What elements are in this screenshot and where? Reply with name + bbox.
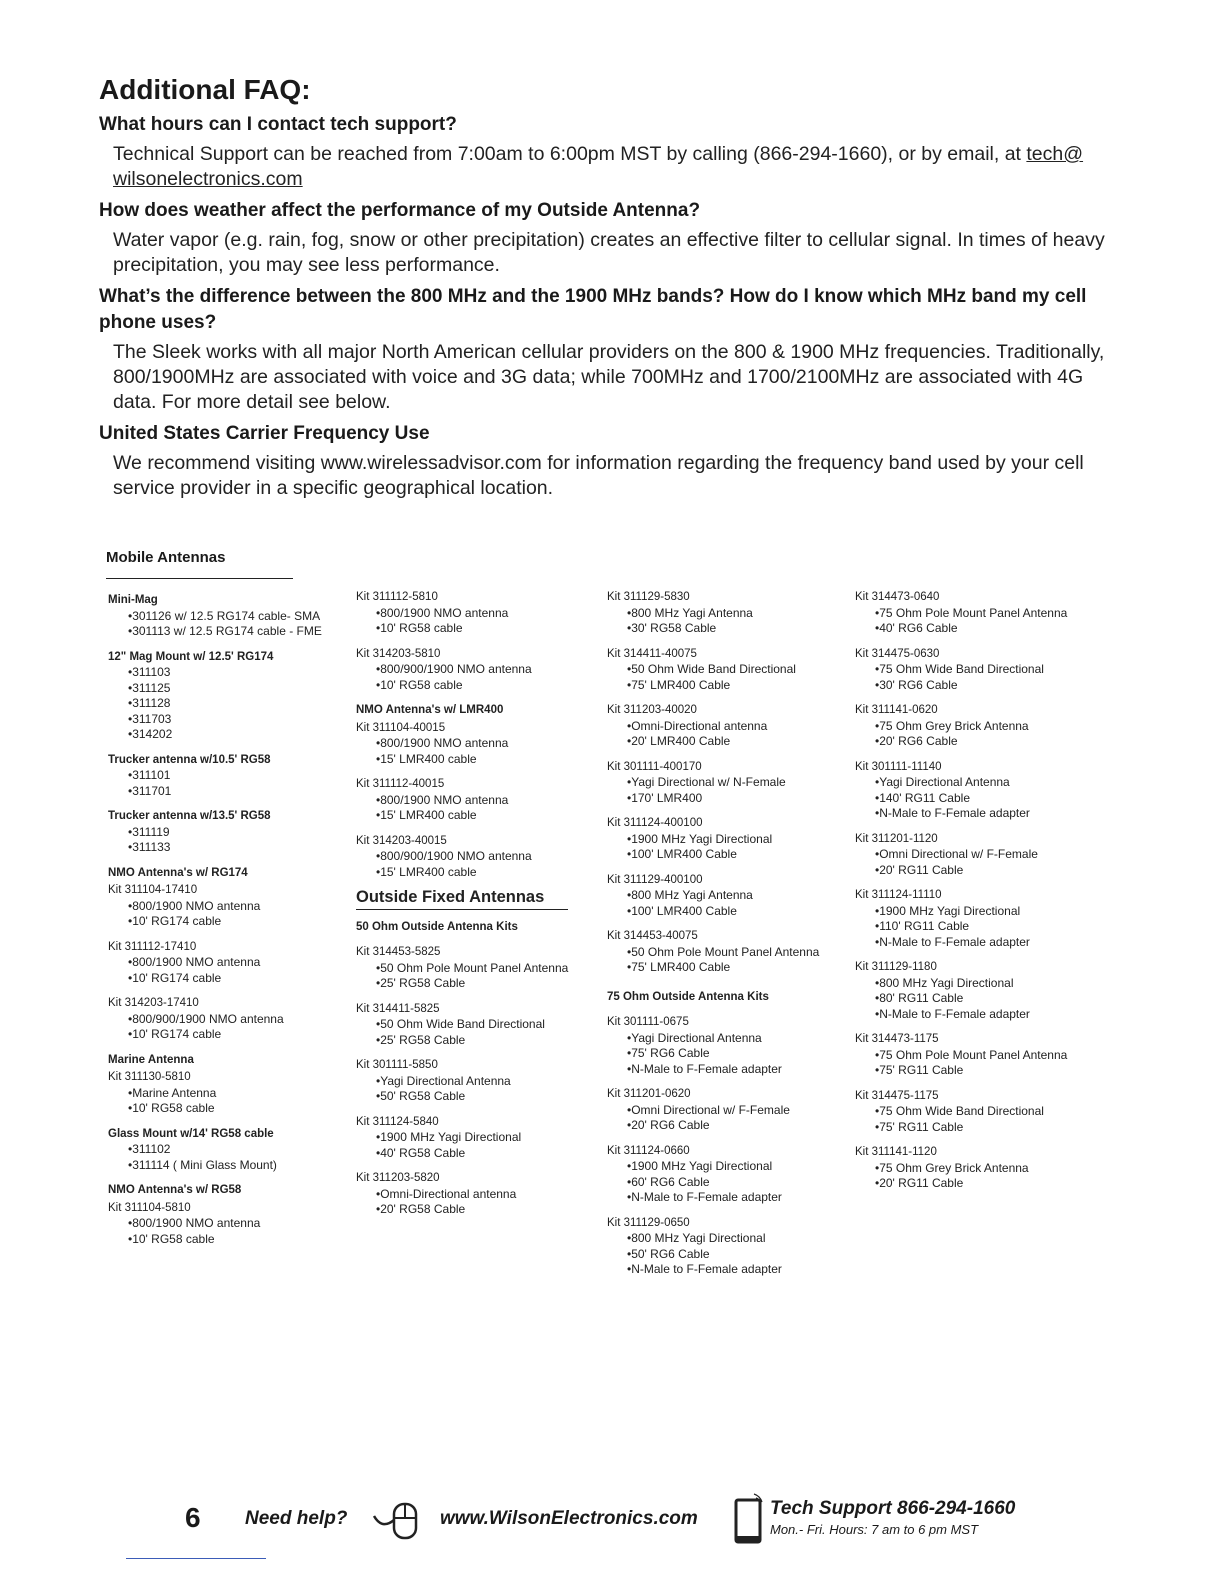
catalog-group	[108, 1070, 333, 1117]
catalog-item-list	[607, 719, 842, 750]
catalog-item: • 311103	[128, 665, 333, 681]
catalog-group-heading: Kit 311112-5810	[356, 591, 438, 603]
catalog-group-heading: Kit 311129-1180	[855, 961, 937, 973]
catalog-item: • 311133	[128, 840, 333, 856]
catalog-group-heading: Kit 311130-5810	[108, 1071, 191, 1083]
catalog-group-heading: Kit 311124-400100	[607, 817, 703, 829]
catalog-item: • 1900 MHz Yagi Directional	[627, 1159, 842, 1175]
catalog-item: • 311703	[128, 712, 333, 728]
catalog-group-heading: Kit 311104-40015	[356, 721, 446, 734]
catalog-group-heading: Kit 311112-17410	[108, 940, 197, 953]
catalog-item: • 75 Ohm Wide Band Directional	[875, 662, 1090, 678]
catalog-item: • 20' LMR400 Cable	[627, 734, 842, 750]
catalog-item: • 80' RG11 Cable	[875, 991, 1090, 1007]
catalog-group	[607, 1015, 842, 1077]
catalog-item: • 50' RG6 Cable	[627, 1247, 842, 1263]
catalog-item: • 800/900/1900 NMO antenna	[376, 849, 586, 865]
catalog-group	[356, 703, 586, 719]
catalog-item-list	[356, 606, 586, 637]
catalog-group-heading: Kit 301111-400170	[607, 760, 702, 773]
catalog-group	[108, 883, 333, 930]
catalog-item: • 311701	[128, 784, 333, 800]
catalog-group-heading: Kit 311124-5840	[356, 1115, 439, 1128]
footer	[0, 1490, 1224, 1550]
catalog-item-list	[108, 609, 333, 640]
catalog-group-heading: Kit 311203-5820	[356, 1172, 440, 1184]
catalog-item-list	[108, 899, 333, 930]
catalog-item: • 800/1900 NMO antenna	[376, 793, 586, 809]
catalog-group-heading: Kit 311104-5810	[108, 1201, 191, 1214]
catalog-item: • 311102	[128, 1142, 333, 1158]
faq-question: What’s the difference between the 800 MHz and the 1900 MHz bands? How do I know which MHz band my cell phone uses?	[99, 286, 1087, 333]
catalog-group-heading: Kit 314203-5810	[356, 647, 441, 660]
catalog-group	[607, 1216, 842, 1278]
catalog-group	[855, 888, 1090, 950]
catalog-group	[356, 647, 586, 694]
catalog-group-heading: Kit 311129-400100	[607, 873, 703, 886]
catalog-group	[108, 940, 333, 987]
catalog-item-list	[356, 1187, 586, 1218]
catalog-item: • 800/1900 NMO antenna	[128, 899, 333, 915]
catalog-group	[607, 703, 842, 750]
catalog-item: • 75 Ohm Wide Band Directional	[875, 1104, 1090, 1120]
catalog-item: • 75' RG11 Cable	[875, 1120, 1090, 1136]
catalog-item-list	[607, 606, 842, 637]
catalog-item: • 25' RG58 Cable	[376, 976, 586, 992]
catalog-item: • 10' RG58 cable	[128, 1232, 333, 1248]
catalog-item: • 800/1900 NMO antenna	[128, 1216, 333, 1232]
catalog-group-heading: Glass Mount w/14' RG58 cable	[108, 1127, 274, 1140]
catalog-group	[108, 866, 333, 882]
tech-support-title: Tech Support 866-294-1660	[770, 1498, 1016, 1519]
catalog-item: • N-Male to F-Female adapter	[875, 806, 1090, 822]
catalog-group-list	[356, 590, 586, 880]
catalog-item-list	[356, 1130, 586, 1161]
catalog-group-heading: Kit 314453-5825	[356, 946, 441, 958]
catalog-group	[108, 1053, 333, 1069]
catalog-group	[356, 721, 586, 768]
catalog-group-heading: Trucker antenna w/10.5' RG58	[108, 753, 271, 766]
catalog-item: • 20' RG58 Cable	[376, 1202, 586, 1218]
catalog-item: • 75 Ohm Grey Brick Antenna	[875, 1161, 1090, 1177]
catalog-group-heading: Kit 301111-11140	[855, 760, 942, 773]
catalog-item-list	[855, 1161, 1090, 1192]
catalog-item: • 800/900/1900 NMO antenna	[128, 1012, 333, 1028]
faq-question: United States Carrier Frequency Use	[99, 423, 430, 444]
faq-answer: Water vapor (e.g. rain, fog, snow or other precipitation) creates an effective filter to cellular signal. In times of heavy precipitation, you may see less performance.	[113, 229, 1105, 276]
catalog-item-list	[607, 662, 842, 693]
faq-section	[99, 74, 1109, 507]
catalog-item: • 800/1900 NMO antenna	[128, 955, 333, 971]
catalog-item: • 140' RG11 Cable	[875, 791, 1090, 807]
catalog-item: • 311125	[128, 681, 333, 697]
catalog-group-heading: Kit 314475-0630	[855, 647, 940, 660]
website-link[interactable]: www.WilsonElectronics.com	[440, 1508, 698, 1529]
catalog-item: • N-Male to F-Female adapter	[875, 935, 1090, 951]
catalog-group	[356, 834, 586, 881]
catalog-item: • 170' LMR400	[627, 791, 842, 807]
catalog-group	[855, 1032, 1090, 1079]
catalog-item-list	[855, 904, 1090, 951]
catalog-group-heading: NMO Antenna's w/ RG174	[108, 866, 248, 879]
catalog-item-list	[108, 665, 333, 743]
catalog-group	[855, 760, 1090, 822]
catalog-item: • 75' LMR400 Cable	[627, 678, 842, 694]
catalog-item: • 10' RG58 cable	[376, 621, 586, 637]
catalog-item-list	[356, 961, 586, 992]
catalog-item: • 100' LMR400 Cable	[627, 847, 842, 863]
catalog-group-heading: Kit 311112-40015	[356, 778, 445, 790]
tech-support-hours: Mon.- Fri. Hours: 7 am to 6 pm MST	[770, 1522, 979, 1537]
catalog-item: • 800/1900 NMO antenna	[376, 606, 586, 622]
catalog-group	[855, 1145, 1090, 1192]
catalog-group-heading: Kit 311129-5830	[607, 591, 690, 603]
catalog-group-heading: Kit 311104-17410	[108, 884, 198, 896]
catalog-item: • 75' LMR400 Cable	[627, 960, 842, 976]
catalog-item: • 10' RG174 cable	[128, 914, 333, 930]
catalog-item: • 25' RG58 Cable	[376, 1033, 586, 1049]
catalog-item: • 15' LMR400 cable	[376, 808, 586, 824]
catalog-group-heading: Kit 311201-1120	[855, 832, 938, 845]
catalog-group-heading: Mini-Mag	[108, 594, 158, 606]
catalog-item: • 50 Ohm Wide Band Directional	[376, 1017, 586, 1033]
catalog-item: • 15' LMR400 cable	[376, 865, 586, 881]
catalog-item-list	[607, 1231, 842, 1278]
catalog-item: • Omni Directional w/ F-Female	[875, 847, 1090, 863]
faq-title: Additional FAQ:	[99, 74, 311, 105]
catalog-item: • 30' RG6 Cable	[875, 678, 1090, 694]
faq-question: How does weather affect the performance of my Outside Antenna?	[99, 200, 701, 221]
catalog-item: • 60' RG6 Cable	[627, 1175, 842, 1191]
catalog-group	[108, 1127, 333, 1174]
catalog-item-list	[356, 736, 586, 767]
catalog-item: • 311101	[128, 768, 333, 784]
kits-50-ohm-title: 50 Ohm Outside Antenna Kits	[356, 920, 518, 933]
catalog-item: • 75 Ohm Pole Mount Panel Antenna	[875, 1048, 1090, 1064]
catalog-item: • Omni-Directional antenna	[627, 719, 842, 735]
catalog-item: • 40' RG58 Cable	[376, 1146, 586, 1162]
catalog-item-list	[855, 606, 1090, 637]
catalog-group	[855, 703, 1090, 750]
catalog-group	[607, 590, 842, 637]
faq-question: What hours can I contact tech support?	[99, 114, 457, 135]
catalog-item: • N-Male to F-Female adapter	[627, 1190, 842, 1206]
catalog-item: • 100' LMR400 Cable	[627, 904, 842, 920]
catalog-item-list	[855, 775, 1090, 822]
catalog-item: • N-Male to F-Female adapter	[627, 1062, 842, 1078]
catalog-group-heading: Kit 314411-40075	[607, 647, 697, 660]
catalog-item: • 20' RG11 Cable	[875, 863, 1090, 879]
catalog-item: • 311114 ( Mini Glass Mount)	[128, 1158, 333, 1174]
catalog-item-list	[108, 1142, 333, 1173]
catalog-item: • 314202	[128, 727, 333, 743]
catalog-group	[108, 593, 333, 640]
catalog-item: • N-Male to F-Female adapter	[627, 1262, 842, 1278]
section-divider	[106, 578, 293, 579]
catalog-group-heading: Marine Antenna	[108, 1053, 194, 1066]
catalog-item: • 40' RG6 Cable	[875, 621, 1090, 637]
catalog-group	[356, 1171, 586, 1218]
page-number: 6	[185, 1502, 201, 1533]
catalog-group	[607, 816, 842, 863]
catalog-item: • 75 Ohm Grey Brick Antenna	[875, 719, 1090, 735]
catalog-item: • 20' RG6 Cable	[627, 1118, 842, 1134]
catalog-group	[108, 1201, 333, 1248]
catalog-item: • 10' RG174 cable	[128, 971, 333, 987]
catalog-item-list	[356, 793, 586, 824]
catalog-group-heading: Kit 314453-40075	[607, 930, 698, 942]
catalog-column-3	[607, 590, 842, 1288]
catalog-item-list	[108, 1216, 333, 1247]
catalog-item: • 1900 MHz Yagi Directional	[875, 904, 1090, 920]
faq-answer: The Sleek works with all major North American cellular providers on the 800 & 1900 MHz frequencies. Traditionally, 800/1900MHz are associated with voice and 3G data; while 700MHz and 1700/2100MHz are associated with 4G data. For more detail see below.	[113, 341, 1105, 413]
catalog-group-heading: Kit 314203-17410	[108, 997, 199, 1009]
catalog-item: • Omni Directional w/ F-Female	[627, 1103, 842, 1119]
catalog-item: • 10' RG174 cable	[128, 1027, 333, 1043]
catalog-group	[855, 647, 1090, 694]
catalog-item-list	[855, 719, 1090, 750]
mouse-icon	[372, 1496, 432, 1547]
mobile-antennas-title: Mobile Antennas	[106, 549, 226, 566]
catalog-item: • 10' RG58 cable	[376, 678, 586, 694]
catalog-group-list	[607, 590, 842, 976]
catalog-item: • 75 Ohm Pole Mount Panel Antenna	[875, 606, 1090, 622]
catalog-group	[108, 650, 333, 743]
catalog-item-list	[108, 955, 333, 986]
catalog-group	[855, 832, 1090, 879]
catalog-item-list	[855, 976, 1090, 1023]
catalog-item: • 1900 MHz Yagi Directional	[627, 832, 842, 848]
catalog-item-list	[607, 1159, 842, 1206]
catalog-column-1	[108, 593, 333, 1257]
catalog-item: • 800 MHz Yagi Antenna	[627, 888, 842, 904]
catalog-group-heading: Kit 311201-0620	[607, 1088, 691, 1100]
catalog-group	[108, 1183, 333, 1199]
catalog-group-heading: Kit 301111-0675	[607, 1016, 689, 1028]
catalog-item-list	[855, 662, 1090, 693]
catalog-item-list	[855, 1048, 1090, 1079]
catalog-group	[356, 1058, 586, 1105]
catalog-group-list	[607, 1015, 842, 1278]
catalog-item-list	[356, 662, 586, 693]
catalog-item-list	[607, 945, 842, 976]
catalog-item-list	[356, 849, 586, 880]
catalog-group-heading: NMO Antenna's w/ LMR400	[356, 704, 504, 716]
catalog-item-list	[607, 888, 842, 919]
phone-icon	[732, 1490, 768, 1551]
catalog-group	[356, 590, 586, 637]
catalog-group	[356, 945, 586, 992]
catalog-group	[356, 1002, 586, 1049]
catalog-item: • 15' LMR400 cable	[376, 752, 586, 768]
catalog-group	[607, 760, 842, 807]
catalog-item: • Omni-Directional antenna	[376, 1187, 586, 1203]
catalog-item: • 30' RG58 Cable	[627, 621, 842, 637]
catalog-item: • 110' RG11 Cable	[875, 919, 1090, 935]
catalog-group-heading: Kit 311124-0660	[607, 1144, 690, 1157]
catalog-item-list	[855, 1104, 1090, 1135]
catalog-group-heading: Kit 311141-0620	[855, 704, 938, 716]
catalog-group	[356, 1115, 586, 1162]
catalog-group	[855, 960, 1090, 1022]
catalog-item-list	[607, 832, 842, 863]
catalog-group-list	[356, 945, 586, 1218]
catalog-group	[607, 1087, 842, 1134]
catalog-item: • 20' RG11 Cable	[875, 1176, 1090, 1192]
catalog-group	[607, 929, 842, 976]
catalog-item: • 800/1900 NMO antenna	[376, 736, 586, 752]
catalog-group	[855, 590, 1090, 637]
catalog-item: • 800 MHz Yagi Directional	[627, 1231, 842, 1247]
catalog-column-4	[855, 590, 1090, 1202]
catalog-item-list	[108, 825, 333, 856]
catalog-item-list	[855, 847, 1090, 878]
catalog-item-list	[607, 1103, 842, 1134]
catalog-group	[607, 647, 842, 694]
catalog-group	[855, 1089, 1090, 1136]
catalog-group-heading: Kit 311141-1120	[855, 1146, 937, 1158]
catalog-group-heading: 12" Mag Mount w/ 12.5' RG174	[108, 650, 274, 663]
catalog-item: • 301126 w/ 12.5 RG174 cable- SMA	[128, 609, 333, 625]
faq-answer: We recommend visiting www.wirelessadvisor.com for information regarding the frequency band used by your cell service provider in a specific geographical location.	[113, 452, 1084, 499]
catalog-group	[108, 996, 333, 1043]
footer-divider	[126, 1558, 266, 1559]
catalog-item: • 75' RG6 Cable	[627, 1046, 842, 1062]
catalog-group	[607, 873, 842, 920]
catalog-group	[108, 809, 333, 856]
catalog-item: • 1900 MHz Yagi Directional	[376, 1130, 586, 1146]
catalog-item: • 800 MHz Yagi Directional	[875, 976, 1090, 992]
catalog-item: • 50' RG58 Cable	[376, 1089, 586, 1105]
catalog-item: • N-Male to F-Female adapter	[875, 1007, 1090, 1023]
catalog-item: • Yagi Directional Antenna	[875, 775, 1090, 791]
catalog-item-list	[607, 1031, 842, 1078]
catalog-item: • 311128	[128, 696, 333, 712]
catalog-group-heading: Kit 311129-0650	[607, 1216, 690, 1229]
catalog-item: • Yagi Directional Antenna	[627, 1031, 842, 1047]
catalog-item: • 10' RG58 cable	[128, 1101, 333, 1117]
catalog-group-heading: Kit 314473-1175	[855, 1033, 939, 1045]
tech-email-link[interactable]: tech@ wilsonelectronics.com	[113, 143, 1084, 190]
catalog-item: • Marine Antenna	[128, 1086, 333, 1102]
catalog-item-list	[607, 775, 842, 806]
catalog-group	[356, 777, 586, 824]
catalog-item: • Yagi Directional Antenna	[376, 1074, 586, 1090]
catalog-item: • 50 Ohm Wide Band Directional	[627, 662, 842, 678]
faq-answer	[113, 142, 1109, 192]
catalog-group-heading: Trucker antenna w/13.5' RG58	[108, 810, 271, 822]
catalog-item: • 50 Ohm Pole Mount Panel Antenna	[627, 945, 842, 961]
catalog-group-heading: NMO Antenna's w/ RG58	[108, 1184, 242, 1196]
catalog-item: • 301113 w/ 12.5 RG174 cable - FME	[128, 624, 333, 640]
catalog-group-heading: Kit 301111-5850	[356, 1059, 438, 1071]
catalog-item: • 20' RG6 Cable	[875, 734, 1090, 750]
catalog-item-list	[108, 1086, 333, 1117]
catalog-group-heading: Kit 314203-40015	[356, 834, 447, 847]
catalog-item-list	[356, 1017, 586, 1048]
catalog-item: • 50 Ohm Pole Mount Panel Antenna	[376, 961, 586, 977]
catalog-item: • 800/900/1900 NMO antenna	[376, 662, 586, 678]
catalog-group-heading: Kit 314475-1175	[855, 1089, 939, 1102]
kits-75-ohm-title: 75 Ohm Outside Antenna Kits	[607, 990, 769, 1003]
catalog-column-2	[356, 590, 586, 1228]
outside-fixed-antennas-title: Outside Fixed Antennas	[356, 890, 568, 910]
catalog-item-list	[108, 768, 333, 799]
catalog-group-heading: Kit 314411-5825	[356, 1002, 440, 1015]
catalog-item: • 75' RG11 Cable	[875, 1063, 1090, 1079]
catalog-group-heading: Kit 314473-0640	[855, 591, 940, 603]
need-help-label: Need help?	[245, 1508, 348, 1529]
catalog-item: • Yagi Directional w/ N-Female	[627, 775, 842, 791]
catalog-group-heading: Kit 311124-11110	[855, 889, 942, 901]
catalog-group-heading: Kit 311203-40020	[607, 704, 697, 716]
catalog-item-list	[108, 1012, 333, 1043]
catalog-item: • 800 MHz Yagi Antenna	[627, 606, 842, 622]
catalog-group	[108, 753, 333, 800]
catalog-item-list	[356, 1074, 586, 1105]
catalog-item: • 311119	[128, 825, 333, 841]
faq-answer-text: Technical Support can be reached from 7:00am to 6:00pm MST by calling (866-294-1660), or by email, at	[113, 143, 1021, 165]
catalog-group	[607, 1144, 842, 1206]
